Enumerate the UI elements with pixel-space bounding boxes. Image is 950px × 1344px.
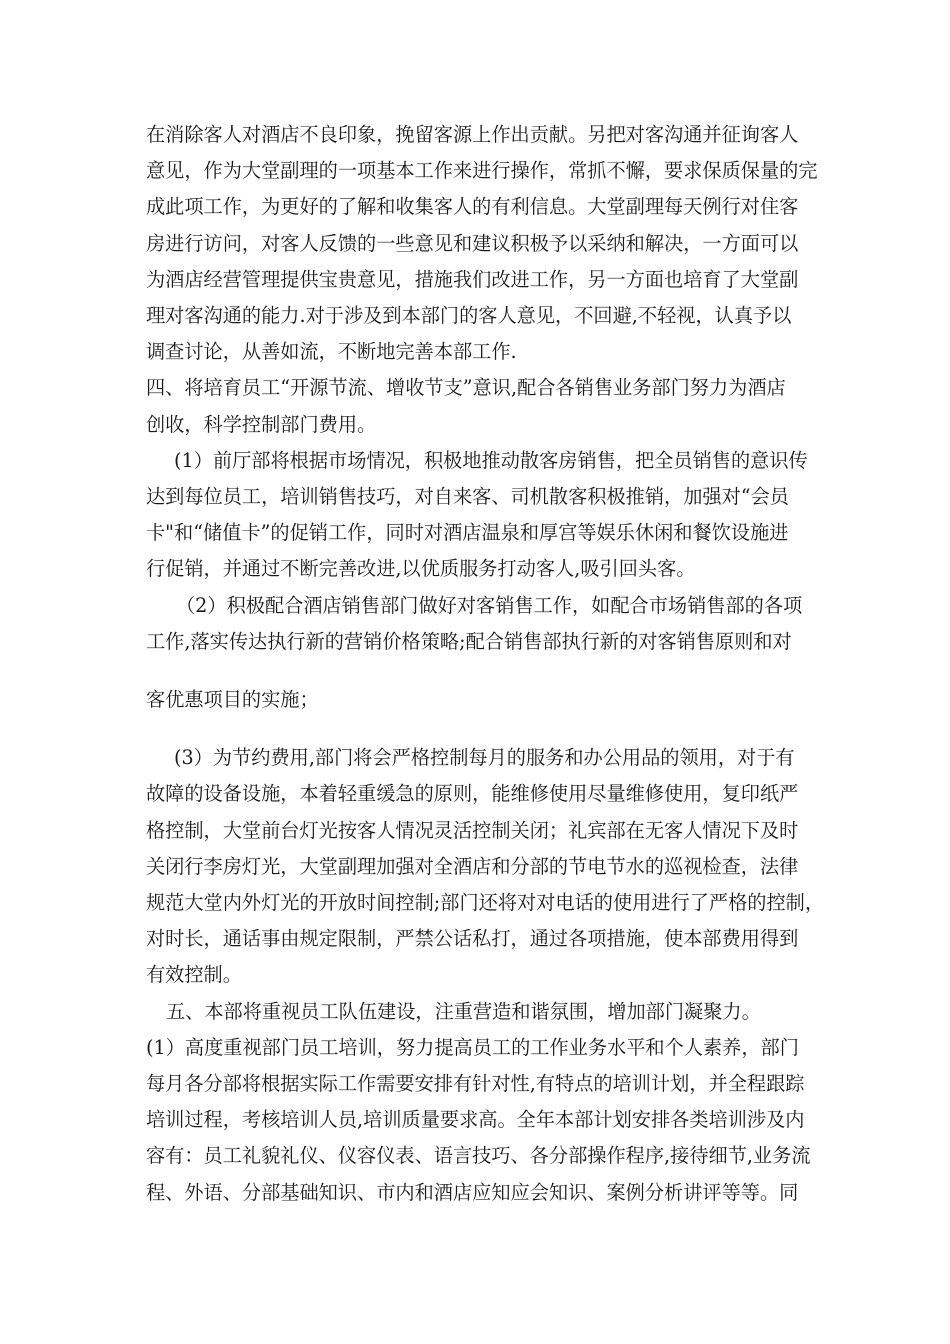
text-line: 关闭行李房灯光，大堂副理加强对全酒店和分部的节电节水的巡视检查，法律 xyxy=(146,854,799,878)
text-line: 在消除客人对酒店不良印象，挽留客源上作出贡献。另把对客沟通并征询客人 xyxy=(146,123,799,146)
text-line: 每月各分部将根据实际工作需要安排有针对性,有特点的培训计划，并全程跟踪 xyxy=(146,1072,805,1096)
section-heading-4: 四、将培育员工“开源节流、增收节支”意识,配合各销售业务部门努力为酒店 xyxy=(146,376,786,400)
text-line: 工作,落实传达执行新的营销价格策略;配合销售部执行新的对客销售原则和对 xyxy=(146,629,792,653)
text-line: 培训过程，考核培训人员,培训质量要求高。全年本部计划安排各类培训涉及内 xyxy=(146,1108,805,1132)
text-line: 达到每位员工，培训销售技巧，对自来客、司机散客积极推销，加强对“会员 xyxy=(146,485,789,509)
list-item-1: (1）前厅部将根据市场情况，积极地推动散客房销售，把全员销售的意识传 xyxy=(174,448,808,472)
text-line: 房进行访问，对客人反馈的一些意见和建议积极予以采纳和解决，一方面可以 xyxy=(146,231,799,255)
text-line: 为酒店经营管理提供宝贵意见，措施我们改进工作，另一方面也培育了大堂副 xyxy=(146,267,799,291)
list-item-1: (1）高度重视部门员工培训，努力提高员工的工作业务水平和个人素养，部门 xyxy=(146,1035,799,1059)
text-line: 故障的设备设施，本着轻重缓急的原则，能维修使用尽量维修使用，复印纸严 xyxy=(146,782,799,806)
text-line: 有效控制。 xyxy=(146,963,242,987)
text-line: 成此项工作，为更好的了解和收集客人的有利信息。大堂副理每天例行对住客 xyxy=(146,195,799,219)
text-line: 意见，作为大堂副理的一项基本工作来进行操作，常抓不懈，要求保质保量的完 xyxy=(146,159,818,183)
text-line: 创收，科学控制部门费用。 xyxy=(146,412,377,436)
list-item-3: (3）为节约费用,部门将会严格控制每月的服务和办公用品的领用，对于有 xyxy=(174,746,795,770)
document-page xyxy=(146,117,825,1211)
list-item-2: （2）积极配合酒店销售部门做好对客销售工作，如配合市场销售部的各项 xyxy=(176,593,803,617)
text-line: 格控制，大堂前台灯光按客人情况灵活控制关闭；礼宾部在无客人情况下及时 xyxy=(146,818,799,842)
text-line: 规范大堂内外灯光的开放时间控制;部门还将对对电话的使用进行了严格的控制， xyxy=(146,891,825,915)
text-line: 理对客沟通的能力.对于涉及到本部门的客人意见，不回避,不轻视，认真予以 xyxy=(146,304,792,328)
text-line: 行促销，并通过不断完善改进,以优质服务打动客人,吸引回头客。 xyxy=(146,557,696,581)
section-heading-5: 五、本部将重视员工队伍建设，注重营造和谐氛围，增加部门凝聚力。 xyxy=(166,999,761,1023)
text-line: 调查讨论，从善如流，不断地完善本部工作. xyxy=(146,340,517,364)
text-line: 程、外语、分部基础知识、市内和酒店应知应会知识、案例分析讲评等等。同 xyxy=(146,1180,799,1204)
text-line: 卡"和“储值卡”的促销工作，同时对酒店温泉和厚宫等娱乐休闲和餐饮设施进 xyxy=(146,521,789,545)
text-line: 容有：员工礼貌礼仪、仪容仪表、语言技巧、各分部操作程序,接待细节,业务流 xyxy=(146,1144,811,1168)
text-line: 对时长，通话事由规定限制，严禁公话私打，通过各项措施，使本部费用得到 xyxy=(146,927,799,951)
text-line: 客优惠项目的实施； xyxy=(146,688,319,712)
